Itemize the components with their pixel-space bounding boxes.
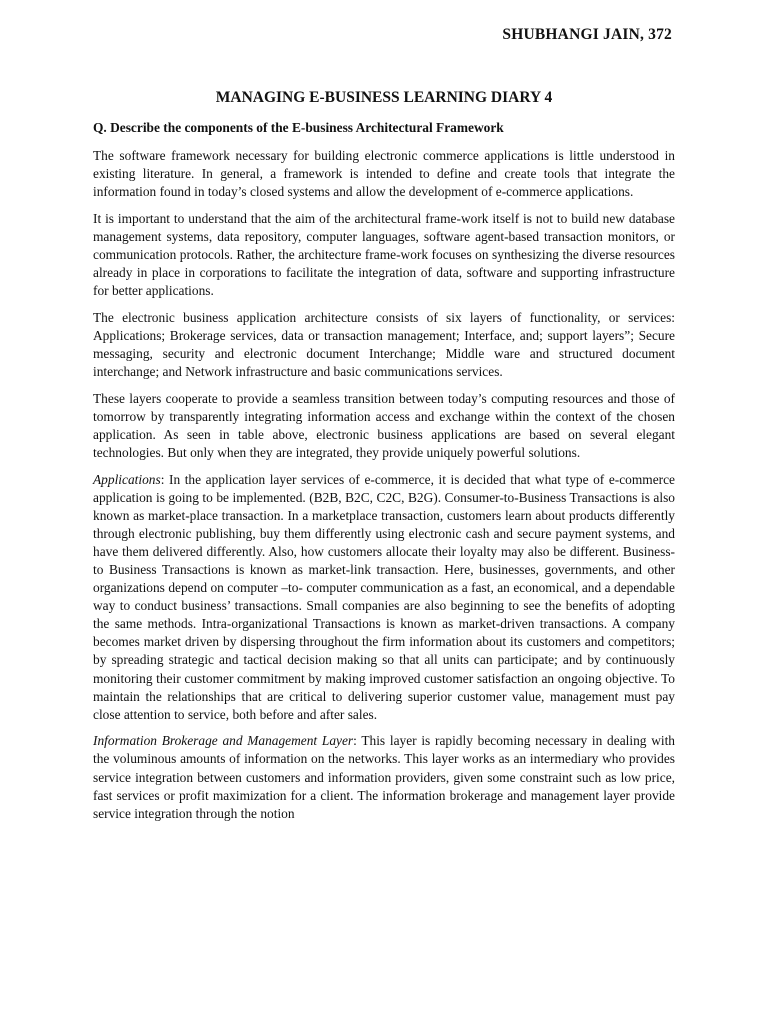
paragraph-lead: Applications <box>93 471 161 487</box>
paragraph-information-brokerage <box>93 732 675 822</box>
paragraph <box>93 210 675 300</box>
paragraph-text: : In the application layer services of e-commerce, it is decided that what type of e-commerce application is going to be implemented. (B2B, B2C, C2C, B2G). Consumer-to-Business Transactions is also known as market-place transaction. In a marketplace transaction, customers learn about products differently through electronic publishing, buy them differently using electronic cash and secure payment systems, and have them delivered differently. Also, how customers allocate their loyalty may also be different. Business-to Business Transactions is known as market-link transaction. Here, businesses, governments, and other organizations depend on computer –to- computer communication as a fast, an economical, and a dependable way to conduct business’ transactions. Small companies are also beginning to see the benefits of adopting the same methods. Intra-organizational Transactions is known as market-driven transactions. A company becomes market driven by dispersing throughout the firm information about its customers and competitors; by spreading strategic and tactical decision making so that all units can participate; and by continuously monitoring their customer commitment by making improved customer satisfaction an ongoing objective. To maintain the relationships that are critical to delivering superior customer value, management must pay close attention to service, both before and after sales. <box>93 471 675 722</box>
paragraph-applications <box>93 471 675 724</box>
document-body <box>93 119 675 831</box>
paragraph <box>93 309 675 381</box>
paragraph-text: The electronic business application architecture consists of six layers of functionality, or services: Applications; Brokerage services, data or transaction management; Interface, and; support layers”; Secure messaging, security and electronic document Interchange; Middle ware and structured document interchange; and Network infrastructure and basic communications services. <box>93 309 675 380</box>
paragraph-text: These layers cooperate to provide a seamless transition between today’s computing resources and those of tomorrow by transparently integrating information access and exchange within the context of the chosen application. As seen in table above, electronic business applications are based on several elegant technologies. But only when they are integrated, they provide uniquely powerful solutions. <box>93 390 675 460</box>
paragraph <box>93 147 675 201</box>
author-name: SHUBHANGI JAIN, 372 <box>502 26 672 43</box>
paragraph <box>93 390 675 462</box>
paragraph-text: : This layer is rapidly becoming necessary in dealing with the voluminous amounts of information on the networks. This layer works as an intermediary who provides service integration between customers and information providers, given some constraint such as low price, fast services or profit maximization for a client. The information brokerage and management layer provide service integration through the notion <box>93 733 675 821</box>
question-heading: Q. Describe the components of the E-business Architectural Framework <box>93 120 504 135</box>
document-title: MANAGING E-BUSINESS LEARNING DIARY 4 <box>215 89 553 106</box>
paragraph-lead: Information Brokerage and Management Layer <box>93 733 354 749</box>
paragraph-text: The software framework necessary for building electronic commerce applications is little understood in existing literature. In general, a framework is intended to define and create tools that integrate the information found in today’s closed systems and allow the development of e-commerce applications. <box>93 148 675 200</box>
paragraph-text: It is important to understand that the aim of the architectural frame-work itself is not to build new database management systems, data repository, computer languages, software agent-based transaction monitors, or communication protocols. Rather, the architecture frame-work focuses on synthesizing the diverse resources already in place in corporations to facilitate the integration of data, software and supporting infrastructure for better applications. <box>93 210 675 299</box>
